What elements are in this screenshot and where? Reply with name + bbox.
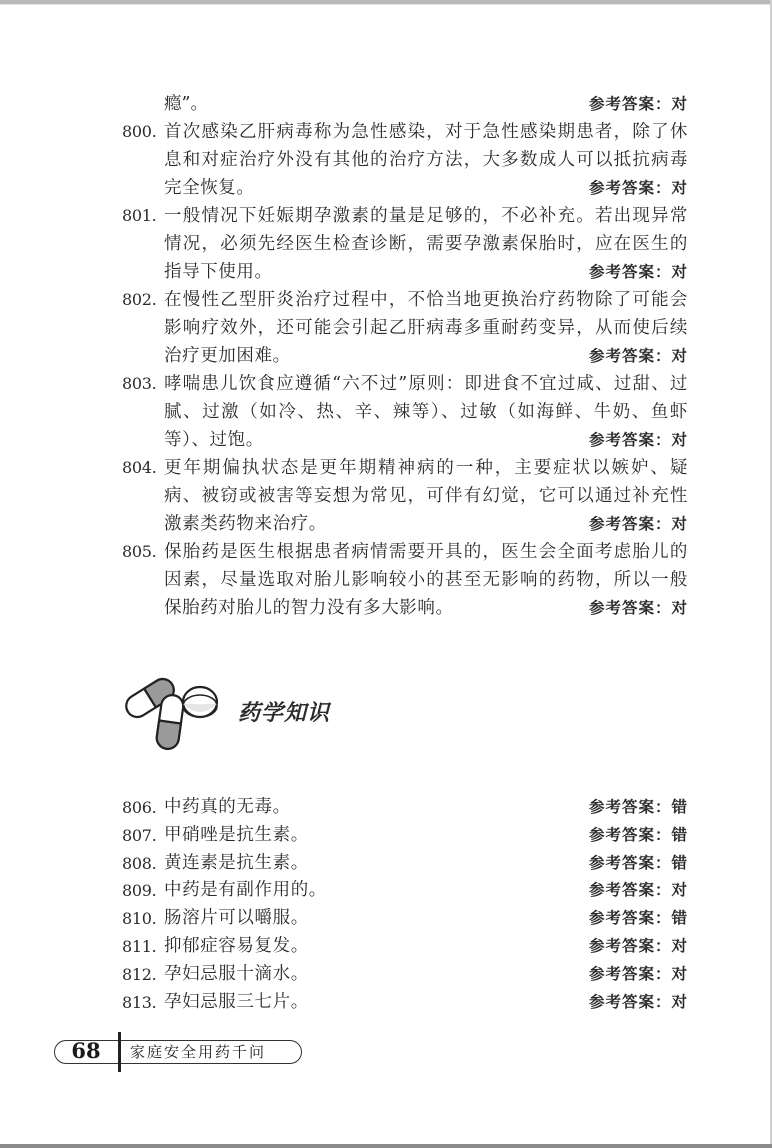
qa-text: 中药真的无毒。 (164, 797, 291, 817)
page-top-border-inner (0, 4, 772, 5)
entry-801 (122, 202, 688, 286)
qa-number: 812. (122, 964, 157, 984)
continuation-line (122, 90, 688, 118)
section-title: 药学知识 (238, 701, 331, 726)
entry-text (164, 454, 688, 538)
qa-item (122, 822, 688, 850)
qa-answer: 参考答案：错 (588, 798, 688, 816)
entry-body: 一般情况下妊娠期孕激素的量是足够的，不必补充。若出现异常情况，必须先经医生检查诊断，需要孕激素保胎时，应在医生的指导下使用。 (164, 206, 688, 282)
entry-answer: 参考答案：对 (588, 431, 688, 449)
qa-number: 809. (122, 881, 157, 901)
entry-number: 802. (122, 290, 157, 309)
entry-answer: 参考答案：对 (588, 263, 688, 281)
entry-text (164, 286, 688, 370)
qa-number: 807. (122, 825, 157, 845)
entry-body: 哮喘患儿饮食应遵循“六不过”原则：即进食不宜过咸、过甜、过腻、过激（如冷、热、辛、辣等）、过敏（如海鲜、牛奶、鱼虾等）、过饱。 (164, 374, 688, 450)
entry-text (164, 538, 688, 622)
entry-text (164, 370, 688, 454)
qa-answer: 参考答案：错 (588, 909, 688, 928)
entry-number: 805. (122, 542, 157, 561)
qa-answer: 参考答案：对 (588, 992, 688, 1011)
qa-item (122, 794, 688, 822)
pills-icon (120, 672, 230, 762)
qa-text: 抑郁症容易复发。 (164, 935, 309, 956)
entry-answer: 参考答案：对 (588, 347, 688, 365)
qa-number: 810. (122, 909, 157, 929)
entry-body: 首次感染乙肝病毒称为急性感染，对于急性感染期患者，除了休息和对症治疗外没有其他的治疗方法，大多数成人可以抵抗病毒完全恢复。 (164, 122, 688, 198)
entry-answer: 参考答案：对 (588, 515, 688, 533)
qa-answer: 参考答案：对 (588, 881, 688, 900)
qa-text: 肠溶片可以嚼服。 (164, 908, 309, 929)
qa-number: 808. (122, 853, 157, 873)
entry-answer: 参考答案：对 (588, 599, 688, 617)
qa-answer: 参考答案：错 (588, 853, 688, 872)
entry-body: 更年期偏执状态是更年期精神病的一种，主要症状以嫉妒、疑病、被窃或被害等妄想为常见，可伴有幻觉，它可以通过补充性激素类药物来治疗。 (164, 458, 688, 534)
continuation-answer: 参考答案：对 (588, 95, 688, 113)
footer-divider (118, 1032, 121, 1072)
entry-800 (122, 118, 688, 202)
qa-text: 中药是有副作用的。 (164, 880, 327, 901)
entry-number: 801. (122, 206, 157, 225)
qa-number: 806. (122, 798, 157, 817)
entry-text (164, 118, 688, 202)
book-title: 家庭安全用药千问 (130, 1043, 267, 1061)
entry-body: 保胎药是医生根据患者病情需要开具的，医生会全面考虑胎儿的因素，尽量选取对胎儿影响较小的甚至无影响的药物，所以一般保胎药对胎儿的智力没有多大影响。 (164, 542, 688, 618)
qa-text: 黄连素是抗生素。 (164, 852, 309, 873)
qa-item (122, 850, 688, 878)
qa-item (122, 905, 688, 933)
entry-body: 在慢性乙型肝炎治疗过程中，不恰当地更换治疗药物除了可能会影响疗效外，还可能会引起乙肝病毒多重耐药变异，从而使后续治疗更加困难。 (164, 290, 688, 366)
section-header (120, 672, 440, 762)
qa-answer: 参考答案：对 (588, 964, 688, 983)
entry-answer: 参考答案：对 (588, 179, 688, 197)
entry-803 (122, 370, 688, 454)
entry-802 (122, 286, 688, 370)
qa-item (122, 933, 688, 961)
short-qa-list (122, 794, 688, 1016)
entry-804 (122, 454, 688, 538)
qa-number: 813. (122, 992, 157, 1012)
qa-answer: 参考答案：错 (588, 825, 688, 844)
page-bottom-border (0, 1144, 772, 1148)
qa-text: 孕妇忌服十滴水。 (164, 963, 309, 984)
entry-number: 800. (122, 122, 157, 141)
qa-item (122, 877, 688, 905)
qa-item (122, 989, 688, 1017)
entry-number: 804. (122, 458, 157, 477)
entry-number: 803. (122, 374, 157, 393)
page-footer (54, 1038, 304, 1068)
page-number: 68 (71, 1038, 101, 1063)
qa-answer: 参考答案：对 (588, 936, 688, 955)
entry-805 (122, 538, 688, 622)
qa-text: 甲硝唑是抗生素。 (164, 824, 309, 845)
true-false-entries (122, 90, 688, 622)
qa-number: 811. (122, 936, 157, 956)
entry-text (164, 202, 688, 286)
qa-text: 孕妇忌服三七片。 (164, 991, 309, 1012)
continuation-text: 瘾”。 (164, 94, 208, 114)
qa-item (122, 961, 688, 989)
